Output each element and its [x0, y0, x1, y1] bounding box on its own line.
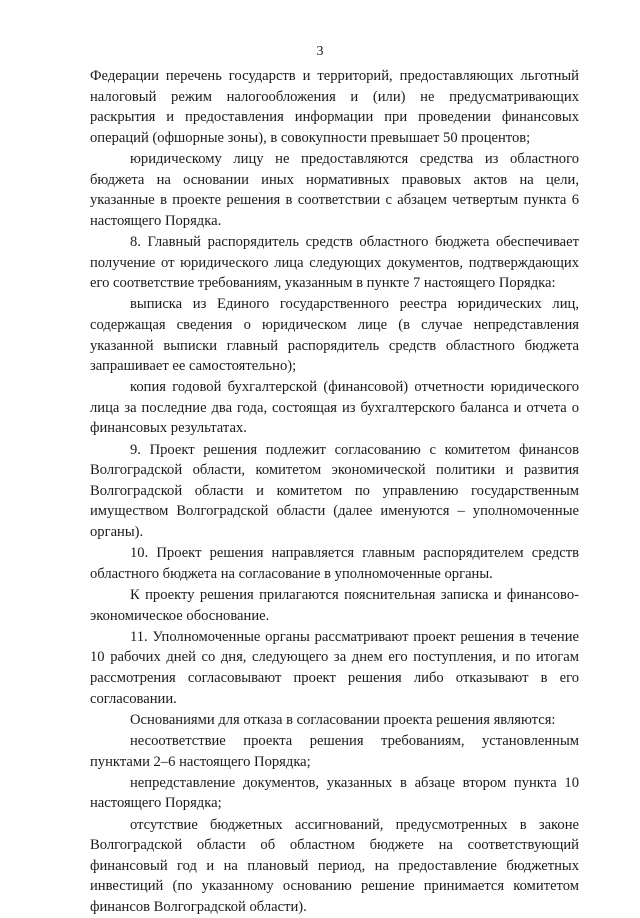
- paragraph-item-9: 9. Проект решения подлежит согласованию с комитетом финансов Волгоградской области, комитетом экономической политики и развития Волгоградской области и комитетом по управлению государственным имуществом Волгоградской области (далее именуются – уполномоченные органы).: [90, 441, 579, 541]
- paragraph-item-11: 11. Уполномоченные органы рассматривают проект решения в течение 10 рабочих дней со дня, следующего за днем его поступления, и по итогам рассмотрения согласовывают проект решения либо отказывают в его согласовании.: [90, 628, 579, 707]
- page-number: 3: [316, 44, 324, 59]
- paragraph: отсутствие бюджетных ассигнований, предусмотренных в законе Волгоградской области об областном бюджете на соответствующий финансовый год и на плановый период, на предоставление бюджетных инвестиций (по указанному основанию решение принимается комитетом финансов Волгоградской области).: [90, 816, 579, 915]
- paragraph: выписка из Единого государственного реестра юридических лиц, содержащая сведения о юридическом лице (в случае непредставления указанной выписки главный распорядитель средств областного бюджета запрашивает ее самостоятельно);: [90, 296, 579, 375]
- paragraph-item-8: 8. Главный распорядитель средств областного бюджета обеспечивает получение от юридического лица следующих документов, подтверждающих его соответствие требованиям, указанным в пункте 7 настоящего Порядка:: [90, 233, 579, 292]
- paragraph-item-10: 10. Проект решения направляется главным распорядителем средств областного бюджета на согласование в уполномоченные органы.: [90, 545, 579, 582]
- paragraph: Основаниями для отказа в согласовании проекта решения являются:: [130, 711, 556, 728]
- paragraph: несоответствие проекта решения требованиям, установленным пунктами 2–6 настоящего Порядка;: [90, 732, 579, 770]
- paragraph: К проекту решения прилагаются пояснительная записка и финансово-экономическое обоснование.: [90, 587, 579, 624]
- paragraph: юридическому лицу не предоставляются средства из областного бюджета на основании иных нормативных правовых актов на цели, указанные в проекте решения в соответствии с абзацем четвертым пункта 6 настоящего Порядка.: [90, 150, 579, 229]
- paragraph: копия годовой бухгалтерской (финансовой) отчетности юридического лица за последние два года, состоящая из бухгалтерского баланса и отчета о финансовых результатах.: [90, 379, 579, 437]
- paragraph: непредставление документов, указанных в абзаце втором пункта 10 настоящего Порядка;: [90, 774, 579, 812]
- paragraph-continuation: Федерации перечень государств и территорий, предоставляющих льготный налоговый режим налогообложения и (или) не предусматривающих раскрытия и предоставления информации при проведении финансовых операций (офшорные зоны), в совокупности превышает 50 процентов;: [90, 68, 579, 146]
- document-body: [90, 66, 579, 918]
